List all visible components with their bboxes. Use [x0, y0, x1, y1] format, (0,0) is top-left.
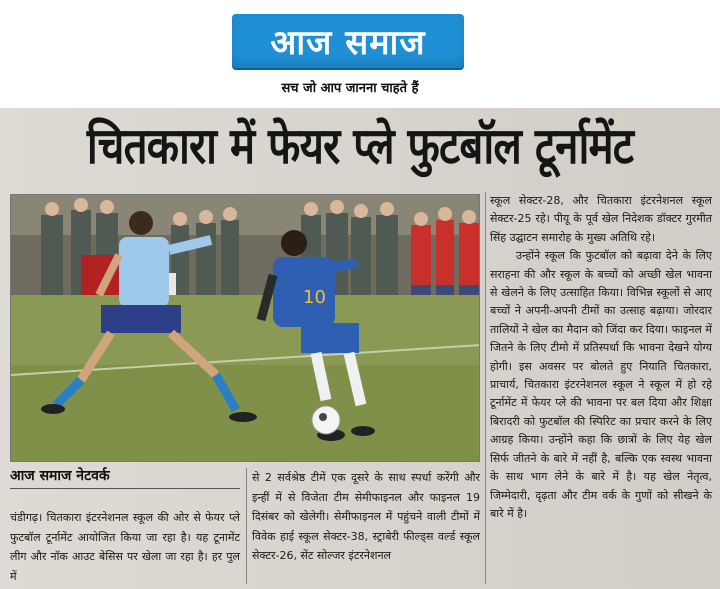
svg-text:10: 10: [303, 287, 326, 308]
article-column-2: से 2 सर्वश्रेष्ठ टीमें एक दूसरे के साथ स्पर्धा करेंगी और इन्हीं में से विजेता टीम सेमीफाइनल और फाइनल 19 दिसंबर को खेलेगी। सेमीफाइनल में पहुंचने वाली टीमों में विवेक हाई स्कूल सेक्टर-38, स्ट्राबेरी फील्ड्स वर्ल्ड स्कूल सेक्टर-26, सेंट सोल्जर इंटरनेशनल: [252, 471, 480, 562]
paragraph: स्कूल सेक्टर-28, और चितकारा इंटरनेशनल स्कूल सेक्टर-25 रहे। पीयू के पूर्व खेल निदेशक डॉक्टर गुरमीत सिंह उद्घाटन समारोह के मुख्य अतिथि रहे।: [490, 194, 712, 244]
paragraph: उन्होंने स्कूल कि फुटबॉल को बढ़ावा देने के लिए सराहना की और स्कूल के बच्चों को अच्छी खेल भावना से खेलने के लिए उत्साहित किया। विभिन्न स्कूलों से आए बच्चों ने अपनी-अपनी टीमों का उत्साह बढ़ाया। जोरदार तालियों ने खेल का मैदान को जिंदा कर दिया। फाइनल में जितने के लिए टीमो में प्रतिस्पर्धा कि भावना देखने योग्य होगी। इस अवसर पर बोलते हुए नियाति चितकारा, प्राचार्य, चितकारा इंटरनेशनल स्कूल ने स्कूल में हो रहे टूर्नामेंट में फेयर प्ले की भावना पर बल दिया और शिक्षा बिरादरी को फुटबॉल की स्पिरिट का प्रचार करने के लिए आग्रह किया। उन्होंने कहा कि छात्रों के लिए येह खेल सिर्फ जीतने के बारे में नहीं है, बल्कि एक स्वस्थ भावना के साथ भाग लेने के बारे में है। यह खेल नेतृत्व, जिम्मेदारी, दृढ़ता और टीम वर्क के गुणों को सीखने के बारे में है।: [490, 249, 712, 520]
column-divider: [246, 468, 247, 584]
match-photo-illustration: [11, 195, 480, 462]
byline: आज समाज नेटवर्क: [10, 468, 110, 484]
headline: चितकारा में फेयर प्ले फुटबॉल टूर्नामेंट: [86, 117, 634, 175]
divider: [10, 488, 240, 489]
article-column-right: [490, 192, 712, 523]
article-column-1: चंडीगढ़। चितकारा इंटरनेशनल स्कूल की ओर से फेयर प्ले फुटबॉल टूर्नामेंट आयोजित किया जा रहा है। यह टूनामेंट लीग और नॉक आउट बेसिस पर खेला जा रहा है। हर पुल में: [10, 511, 240, 583]
newspaper-logo[interactable]: [232, 14, 464, 68]
column-divider: [485, 192, 486, 584]
logo-text: आज समाज: [270, 23, 426, 63]
news-clipping: [0, 108, 720, 589]
masthead: [0, 0, 720, 108]
tagline: सच जो आप जानना चाहते हैं: [281, 81, 419, 96]
football-match-photo: [10, 194, 480, 462]
